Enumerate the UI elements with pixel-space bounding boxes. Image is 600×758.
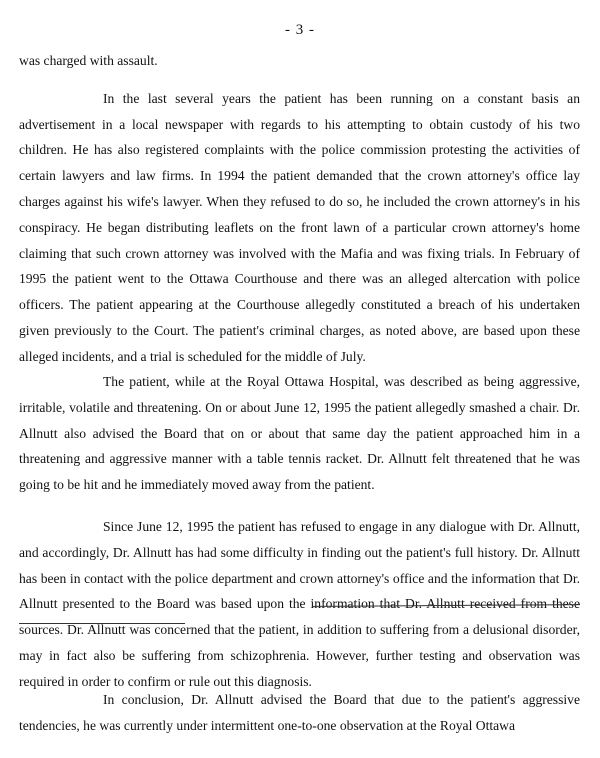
paragraph-continuation: was charged with assault. bbox=[19, 53, 158, 68]
body-text-conclusion bbox=[19, 687, 580, 739]
paragraph-hospital-conduct: The patient, while at the Royal Ottawa Hospital, was described as being aggressive, irritable, volatile and threatening. On or about June 12, 1995 the patient allegedly smashed a chair. Dr. Allnutt also advised the Board that on or about that same day the patient approached him in a threatening and aggressive manner with a table tennis racket. Dr. Allnutt felt threatened that he was going to be hit and he immediately moved away from the patient. bbox=[19, 374, 580, 493]
body-text-middle bbox=[19, 369, 580, 498]
paragraph-background: In the last several years the patient has been running on a constant basis an advertisement in a local newspaper with regards to his attempting to obtain custody of his two children. He has also registered complaints with the police commission protesting the activities of certain lawyers and law firms. In 1994 the patient demanded that the crown attorney's office lay charges against his wife's lawyer. When they refused to do so, he included the crown attorney's in his conspiracy. He began distributing leaflets on the front lawn of a particular crown attorney's home claiming that such crown attorney was involved with the Mafia and was fixing trials. In February of 1995 the patient went to the Ottawa Courthouse and there was an alleged altercation with police officers. The patient appearing at the Courthouse allegedly constituted a breach of his undertaken given previously to the Court. The patient's criminal charges, as noted above, are based upon these alleged incidents, and a trial is scheduled for the middle of July. bbox=[19, 90, 580, 364]
page-number: - 3 - bbox=[285, 22, 315, 38]
body-text-top bbox=[19, 48, 580, 370]
paragraph-history: Since June 12, 1995 the patient has refused to engage in any dialogue with Dr. Allnutt, and accordingly, Dr. Allnutt has had some difficulty in finding out the patient's full history. Dr. Allnutt has been in contact with the police department and crown attorney's office and the information that Dr. Allnutt presented to the Board was based upon the information that Dr. Allnutt received from these sources. Dr. Allnutt was concerned that the patient, in addition to suffering from a delusional disorder, may in fact also be suffering from schizophrenia. However, further testing and observation was required in order to confirm or rule out this diagnosis. bbox=[19, 519, 580, 689]
handwritten-underline bbox=[19, 623, 185, 624]
paragraph-conclusion: In conclusion, Dr. Allnutt advised the Board that due to the patient's aggressive tendencies, he was currently under intermittent one-to-one observation at the Royal Ottawa bbox=[19, 692, 580, 733]
